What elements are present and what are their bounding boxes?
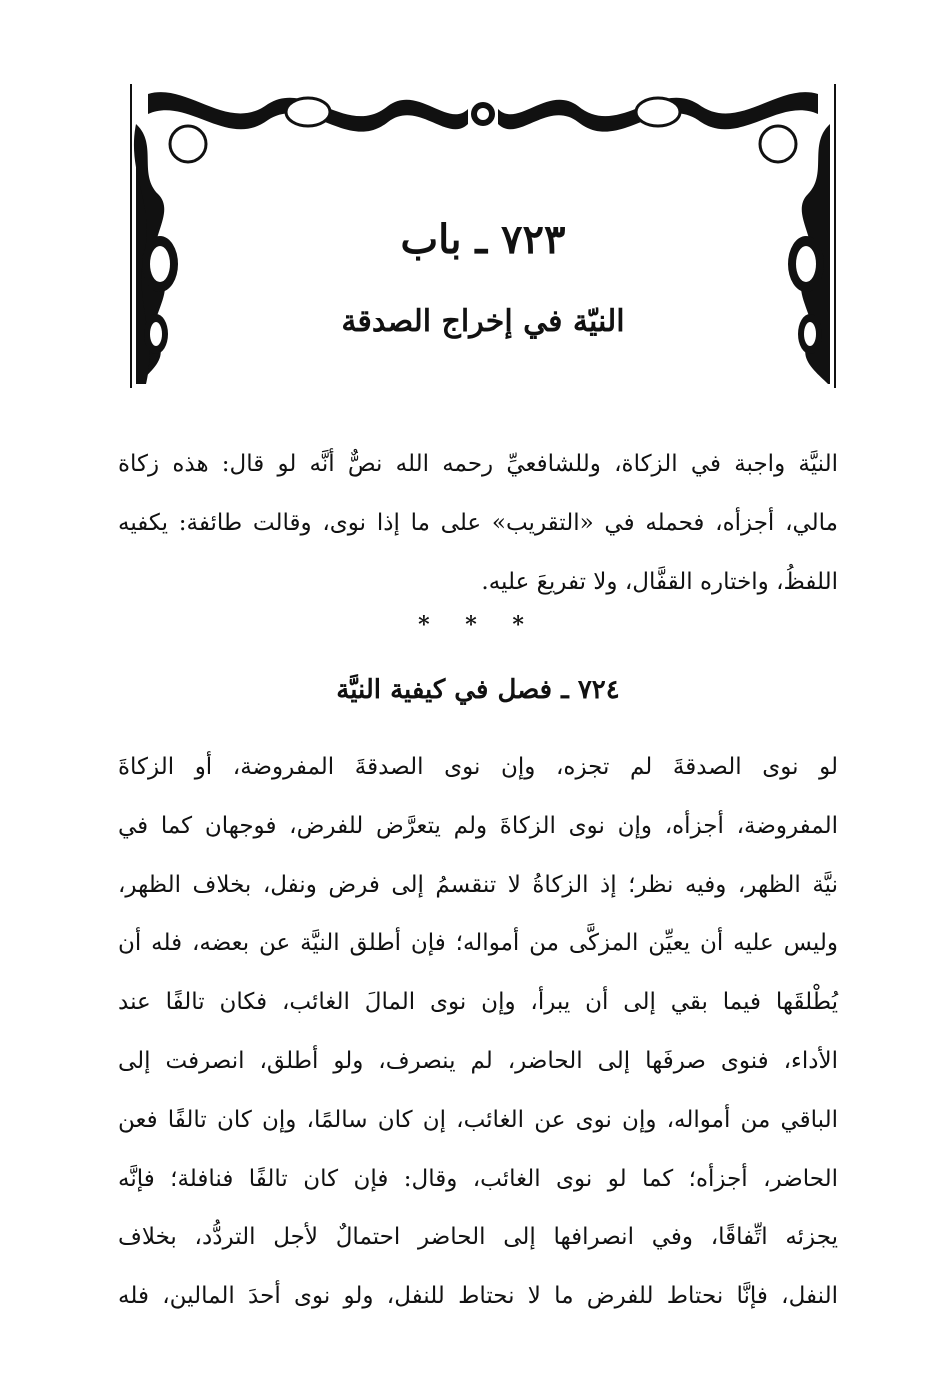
paragraph-1-line: النيَّة واجبة في الزكاة، وللشافعيِّ رحمه الله نصٌّ أنَّه لو قال: هذه زكاة: [118, 451, 838, 477]
chapter-title: النيّة في إخراج الصدقة: [341, 304, 625, 339]
section-title: ٧٢٤ ـ فصل في كيفية النيَّة: [336, 675, 620, 705]
paragraph-1-line: مالي، أجزأه، فحمله في «التقريب» على ما إذا نوى، وقالت طائفة: يكفيه: [118, 509, 838, 536]
paragraph-2-line: نيَّة الظهر، وفيه نظر؛ إذ الزكاةُ لا تنقسمُ إلى فرض ونفل، بخلاف الظهر،: [118, 871, 838, 898]
paragraph-2: [118, 738, 838, 1326]
chapter-heading: ٧٢٣ ـ باب: [400, 216, 566, 263]
section-separator: * * *: [418, 612, 538, 638]
paragraph-1-line: اللفظُ، واختاره القفَّال، ولا تفريعَ عليه.: [481, 568, 838, 595]
paragraph-2-line: وليس عليه أن يعيِّن المزكَّى من أمواله؛ فإن أطلق النيَّة عن بعضه، فله أن: [118, 930, 838, 957]
paragraph-2-line: النفل، فإنَّا نحتاط للفرض ما لا نحتاط للنفل، ولو نوى أحدَ المالين، فله: [118, 1283, 838, 1310]
paragraph-2-line: يجزئه اتِّفاقًا، وفي انصرافها إلى الحاضر احتمالٌ لأجل التردُّد، بخلاف: [118, 1224, 838, 1251]
paragraph-2-line: الأداء، فنوى صرفَها إلى الحاضر، لم ينصرف، ولو أطلق، انصرفت إلى: [118, 1047, 838, 1074]
paragraph-2-line: يُطْلقَها فيما بقي إلى أن يبرأ، وإن نوى المالَ الغائب، فكان تالفًا عند: [118, 989, 838, 1016]
paragraph-2-line: المفروضة، أجزأه، وإن نوى الزكاةَ ولم يتعرَّض للفرض، فوجهان كما في: [118, 812, 838, 839]
paragraph-2-line: الباقي من أمواله، وإن نوى عن الغائب، إن كان سالمًا، وإن كان تالفًا فعن: [118, 1106, 838, 1133]
paragraph-2-line: الحاضر، أجزأه؛ كما لو نوى الغائب، وقال: فإن كان تالفًا فنافلة؛ فإنَّه: [118, 1165, 838, 1192]
paragraph-2-line: لو نوى الصدقةَ لم تجزه، وإن نوى الصدقةَ المفروضة، أو الزكاةَ: [118, 754, 838, 780]
paragraph-1: [118, 435, 838, 611]
